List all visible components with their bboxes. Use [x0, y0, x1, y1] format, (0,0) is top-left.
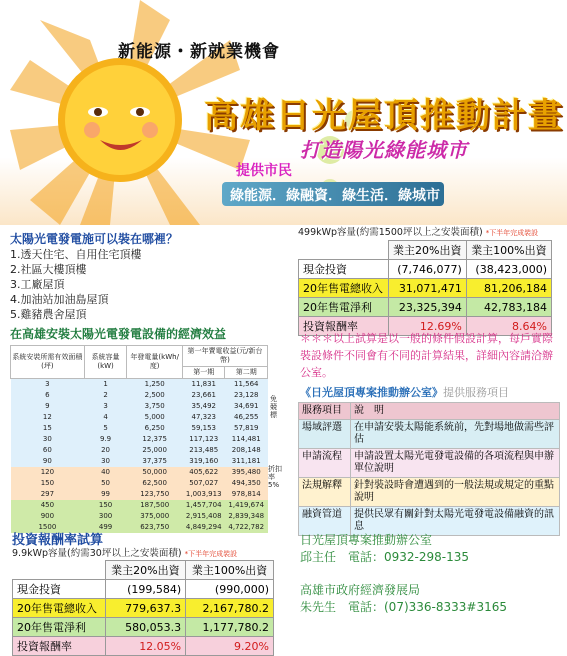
- table-cell: 978,814: [225, 489, 268, 500]
- table-cell: 23,128: [225, 390, 268, 401]
- table-cell: 4,722,782: [225, 522, 268, 533]
- table-cell: 4: [84, 412, 127, 423]
- table-row: [11, 401, 268, 412]
- table-row: [11, 478, 268, 489]
- table-cell: 50: [84, 478, 127, 489]
- table-cell: 150: [11, 478, 85, 489]
- table-cell: 507,027: [183, 478, 225, 489]
- table-cell: 9.9: [84, 434, 127, 445]
- table-cell: 213,485: [183, 445, 225, 456]
- contact-office: [300, 532, 469, 566]
- page-subtitle: 打造陽光綠能城市: [300, 138, 468, 162]
- table-cell: 35,492: [183, 401, 225, 412]
- disclaimer-note: ＊＊＊以上試算是以一般的條件假設計算，每戶實際裝設條件不同會有不同的計算結果，詳細內容請洽辦公室。: [300, 332, 553, 379]
- table-cell: 34,691: [225, 401, 268, 412]
- table-cell: 11,831: [183, 379, 225, 391]
- provide-label: 提供市民: [236, 163, 292, 179]
- service-table: [298, 402, 560, 536]
- table-cell: 60: [11, 445, 85, 456]
- slogan: 新能源・新就業機會: [118, 42, 280, 62]
- table-cell: 57,819: [225, 423, 268, 434]
- table-cell: 5: [84, 423, 127, 434]
- table-cell: 6,250: [127, 423, 183, 434]
- table-cell: 450: [11, 500, 85, 511]
- table-cell: 319,160: [183, 456, 225, 467]
- table-cell: 120: [11, 467, 85, 478]
- table-row: [11, 467, 268, 478]
- contact-person: 朱先生 電話：(07)336-8333#3165: [300, 600, 508, 614]
- table-row: [11, 445, 268, 456]
- table-cell: 395,480: [225, 467, 268, 478]
- install-location-title: 太陽光電發電施可以裝在哪裡？: [10, 232, 179, 246]
- table-cell: 1500: [11, 522, 85, 533]
- contact-person: 邱主任 電話：0932-298-135: [300, 550, 470, 564]
- table-cell: 46,255: [225, 412, 268, 423]
- table-cell: 297: [11, 489, 85, 500]
- list-item: 2.社區大樓頂樓: [10, 263, 87, 276]
- table-row: [11, 379, 268, 391]
- table-cell: 37,375: [127, 456, 183, 467]
- table-cell: 2,500: [127, 390, 183, 401]
- col-header-capacity: 系統容量(kW): [84, 346, 127, 379]
- hero-banner: [0, 0, 567, 225]
- table-row: [11, 390, 268, 401]
- table-row: 申請流程 申請設置太陽光電發電設備的各項流程與申辦單位說明: [299, 449, 560, 478]
- table-cell: 375,000: [127, 511, 183, 522]
- table-row: [11, 412, 268, 423]
- table-cell: 1,250: [127, 379, 183, 391]
- table-row: 20年售電總收入 779,637.3 2,167,780.2: [13, 599, 274, 618]
- table-cell: 12,375: [127, 434, 183, 445]
- col-header-100pct: 業主100%出資: [186, 561, 274, 580]
- table-cell: 6: [11, 390, 85, 401]
- table-cell: 1,419,674: [225, 500, 268, 511]
- table-cell: 40: [84, 467, 127, 478]
- table-row: 投資報酬率 12.69% 8.64%: [299, 317, 552, 336]
- table-cell: 59,153: [183, 423, 225, 434]
- table-row: 20年售電淨利 23,325,394 42,783,184: [299, 298, 552, 317]
- table-cell: 2,839,348: [225, 511, 268, 522]
- table-cell: 1,003,913: [183, 489, 225, 500]
- table-cell: 20: [84, 445, 127, 456]
- table-cell: 12: [11, 412, 85, 423]
- table-cell: 1,457,704: [183, 500, 225, 511]
- table-row: 融資管道 提供民眾有關針對太陽光電發電設備融資的訊息: [299, 507, 560, 536]
- table-cell: 123,750: [127, 489, 183, 500]
- table-cell: 311,181: [225, 456, 268, 467]
- table-cell: 9: [11, 401, 85, 412]
- col-header-tier2: 第二期: [225, 367, 268, 379]
- table-cell: 5,000: [127, 412, 183, 423]
- table-cell: 494,350: [225, 478, 268, 489]
- table-cell: 25,000: [127, 445, 183, 456]
- table-cell: 405,622: [183, 467, 225, 478]
- office-title: 《日光屋頂專案推動辦公室》提供服務項目: [300, 386, 509, 399]
- page-title: 高雄日光屋頂推動計畫: [204, 96, 564, 136]
- col-header-annual: 年發電量(kWh/度): [127, 346, 183, 379]
- table-row: 現金投資 (199,584) (990,000): [13, 580, 274, 599]
- left-column: [10, 230, 272, 533]
- table-row: [11, 456, 268, 467]
- table-cell: 47,323: [183, 412, 225, 423]
- table-cell: 90: [11, 456, 85, 467]
- tier-note: 免競標: [270, 395, 277, 419]
- install-location-list: [10, 247, 272, 322]
- table-cell: 99: [84, 489, 127, 500]
- table-cell: 50,000: [127, 467, 183, 478]
- table-cell: 117,123: [183, 434, 225, 445]
- table-row: [11, 489, 268, 500]
- col-header-tier1: 第一期: [183, 367, 225, 379]
- table-cell: 2: [84, 390, 127, 401]
- roi-table-small: [12, 560, 274, 656]
- table-cell: 11,564: [225, 379, 268, 391]
- roi-title: 投資報酬率試算: [12, 533, 104, 548]
- table-cell: 187,500: [127, 500, 183, 511]
- table-cell: 499: [84, 522, 127, 533]
- list-item: 5.雞豬農舍屋頂: [10, 308, 87, 321]
- col-header-area: 系統安裝所需有效面積(坪): [11, 346, 85, 379]
- roi-subtitle: 9.9kWp容量(約需30坪以上之安裝面積) *下半年完成裝設: [12, 548, 238, 559]
- table-cell: 62,500: [127, 478, 183, 489]
- table-cell: 15: [11, 423, 85, 434]
- table-cell: 208,148: [225, 445, 268, 456]
- list-item: 3.工廠屋頂: [10, 278, 65, 291]
- col-header-100pct: 業主100%出資: [466, 241, 551, 260]
- col-header-20pct: 業主20%出資: [388, 241, 466, 260]
- table-row: 投資報酬率 12.05% 9.20%: [13, 637, 274, 656]
- table-row: [11, 423, 268, 434]
- discount-note: 折扣率5%: [268, 465, 282, 489]
- table-cell: 30: [11, 434, 85, 445]
- table-row: 法規解釋 針對裝設時會遭遇到的一般法規或規定的重點說明: [299, 478, 560, 507]
- table-row: [11, 500, 268, 511]
- table-cell: 23,661: [183, 390, 225, 401]
- list-item: 1.透天住宅、自用住宅頂樓: [10, 248, 142, 261]
- table-row: 20年售電淨利 580,053.3 1,177,780.2: [13, 618, 274, 637]
- contact-org: 高雄市政府經濟發展局: [300, 583, 421, 597]
- roi-table-large: [298, 240, 552, 336]
- table-cell: 3,750: [127, 401, 183, 412]
- table-cell: 300: [84, 511, 127, 522]
- contact-bureau: [300, 582, 507, 616]
- table-cell: 900: [11, 511, 85, 522]
- table-cell: 1: [84, 379, 127, 391]
- table-row: 現金投資 (7,746,077) (38,423,000): [299, 260, 552, 279]
- green-slogan-band: 綠能源．綠融資．綠生活．綠城市: [222, 182, 444, 206]
- table-cell: 623,750: [127, 522, 183, 533]
- contact-org: 日光屋頂專案推動辦公室: [300, 533, 433, 547]
- table-cell: 3: [84, 401, 127, 412]
- table-cell: 3: [11, 379, 85, 391]
- table-row: 20年售電總收入 31,071,471 81,206,184: [299, 279, 552, 298]
- table-cell: 4,849,294: [183, 522, 225, 533]
- table-row: 場域評選 在申請安裝太陽能系統前，先對場地做需些評估: [299, 420, 560, 449]
- table-cell: 30: [84, 456, 127, 467]
- table-cell: 2,915,408: [183, 511, 225, 522]
- table-row: [11, 434, 268, 445]
- table-row: [11, 511, 268, 522]
- table-header-row: 服務項目 說 明: [299, 403, 560, 420]
- col-header-revenue: 第一年賣電收益(元/新台幣): [183, 346, 268, 367]
- list-item: 4.加油站加油島屋頂: [10, 293, 109, 306]
- table-cell: 150: [84, 500, 127, 511]
- table-cell: 114,481: [225, 434, 268, 445]
- col-header-20pct: 業主20%出資: [105, 561, 186, 580]
- economic-benefit-title: 在高雄安裝太陽光電發電設備的經濟效益: [10, 327, 227, 341]
- roi2-subtitle: 499kWp容量(約需1500坪以上之安裝面積) *下半年完成裝設: [298, 227, 539, 238]
- economic-benefit-table: [10, 345, 268, 533]
